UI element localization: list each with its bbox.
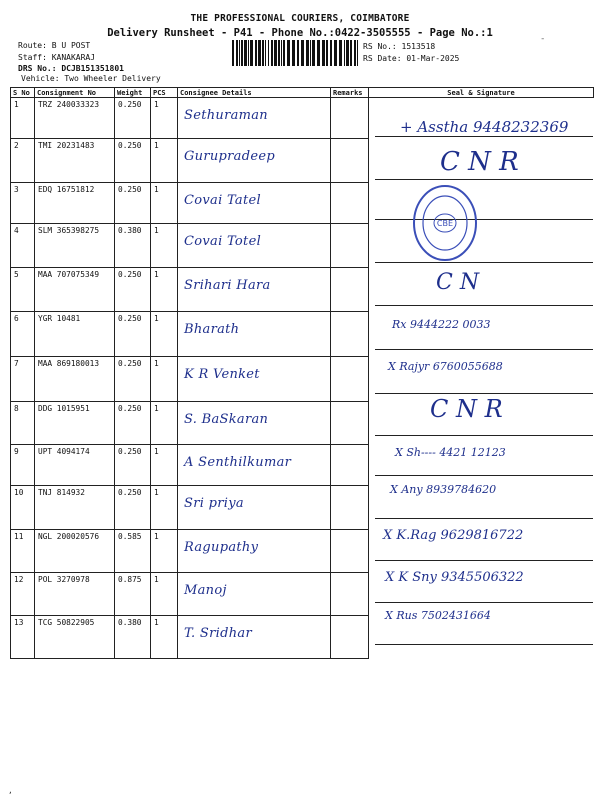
row-pcs: 1 <box>151 183 178 224</box>
row-pcs: 1 <box>151 98 178 139</box>
row-consignee-details <box>178 312 331 357</box>
seal-row-divider <box>375 219 593 220</box>
barcode-bar <box>312 40 315 66</box>
row-weight: 0.250 <box>115 402 151 445</box>
handwritten-signature <box>392 318 490 331</box>
row-sno: 7 <box>11 357 35 402</box>
handwritten-consignee-name: Srihari Hara <box>184 278 271 293</box>
handwritten-signature <box>440 147 519 177</box>
row-pcs: 1 <box>151 139 178 183</box>
signature-text: 4421 12123 <box>439 446 506 459</box>
barcode-bar <box>322 40 325 66</box>
barcode-bar <box>232 40 234 66</box>
barcode-bar <box>281 40 282 66</box>
table-row <box>11 445 594 486</box>
barcode-bar <box>287 40 290 66</box>
row-remarks <box>331 183 369 224</box>
row-consignee-details <box>178 224 331 268</box>
barcode-bar <box>306 40 309 66</box>
handwritten-signature <box>395 446 506 459</box>
row-consignee-details <box>178 616 331 659</box>
row-weight: 0.250 <box>115 486 151 530</box>
rs-date: RS Date: 01-Mar-2025 <box>363 54 460 63</box>
signature-text: 9444222 0033 <box>409 318 491 331</box>
barcode-bar <box>326 40 328 66</box>
row-sno: 11 <box>11 530 35 573</box>
signature-scribble: X Rajyr <box>388 360 433 373</box>
row-consignee-details <box>178 139 331 183</box>
handwritten-signature <box>385 609 491 622</box>
seal-row-divider <box>375 644 593 645</box>
seal-row-divider <box>375 136 593 137</box>
row-consignment-no: UPT 4094174 <box>35 445 115 486</box>
row-sno: 3 <box>11 183 35 224</box>
handwritten-signature <box>436 270 479 295</box>
signature-scribble: X <box>383 528 397 543</box>
corner-tick-mark: - <box>540 34 546 44</box>
table-row <box>11 224 594 268</box>
col-header-remarks: Remarks <box>331 88 369 98</box>
row-seal-signature <box>369 183 594 224</box>
row-consignment-no: MAA 869180013 <box>35 357 115 402</box>
row-seal-signature <box>369 224 594 268</box>
row-consignee-details <box>178 402 331 445</box>
barcode-bar <box>241 40 243 66</box>
row-pcs: 1 <box>151 573 178 616</box>
row-consignee-details <box>178 357 331 402</box>
signature-scribble: X Any <box>390 483 427 496</box>
signature-scribble: X Rus <box>385 609 421 622</box>
row-pcs: 1 <box>151 402 178 445</box>
row-weight: 0.250 <box>115 357 151 402</box>
row-consignee-details <box>178 486 331 530</box>
row-remarks <box>331 573 369 616</box>
row-remarks <box>331 312 369 357</box>
row-consignment-no: TMI 20231483 <box>35 139 115 183</box>
handwritten-consignee-name: Covai Totel <box>184 234 262 249</box>
route-label: Route: B U POST <box>18 41 91 50</box>
row-consignment-no: NGL 200020576 <box>35 530 115 573</box>
row-sno: 2 <box>11 139 35 183</box>
row-weight: 0.585 <box>115 530 151 573</box>
row-pcs: 1 <box>151 224 178 268</box>
signature-scribble: + Asstha <box>400 118 473 136</box>
barcode-image <box>232 40 358 66</box>
col-header-sno: S No <box>11 88 35 98</box>
seal-row-divider <box>375 262 593 263</box>
signature-text: C N R <box>440 147 519 177</box>
table-header-row <box>11 88 594 98</box>
row-consignment-no: YGR 10481 <box>35 312 115 357</box>
row-remarks <box>331 616 369 659</box>
handwritten-consignee-name: Sethuraman <box>184 108 268 123</box>
document-title: THE PROFESSIONAL COURIERS, COIMBATORE <box>190 13 410 24</box>
table-row <box>11 486 594 530</box>
barcode-bar <box>271 40 273 66</box>
handwritten-signature <box>390 483 496 496</box>
barcode-bar <box>258 40 261 66</box>
handwritten-consignee-name: K R Venket <box>184 367 260 382</box>
office-seal-stamp <box>412 183 478 263</box>
handwritten-consignee-name: Bharath <box>184 322 240 337</box>
signature-text: 8939784620 <box>426 483 497 496</box>
seal-row-divider <box>375 435 593 436</box>
seal-row-divider <box>375 560 593 561</box>
signature-scribble: Rx <box>392 318 410 331</box>
row-remarks <box>331 357 369 402</box>
barcode-bar <box>268 40 269 66</box>
row-weight: 0.875 <box>115 573 151 616</box>
drs-number: DRS No.: DCJB151351801 <box>18 64 124 73</box>
row-pcs: 1 <box>151 312 178 357</box>
barcode-bar <box>346 40 349 66</box>
row-weight: 0.250 <box>115 312 151 357</box>
table-row <box>11 616 594 659</box>
barcode-bar <box>339 40 342 66</box>
signature-text: 9448232369 <box>472 118 569 136</box>
row-consignment-no: POL 3270978 <box>35 573 115 616</box>
handwritten-consignee-name: S. BaSkaran <box>184 412 269 427</box>
barcode-bar <box>317 40 320 66</box>
row-consignee-details <box>178 268 331 312</box>
barcode-bar <box>344 40 345 66</box>
row-weight: 0.250 <box>115 445 151 486</box>
barcode-bar <box>301 40 304 66</box>
staff-label: Staff: KANAKARAJ <box>18 53 96 62</box>
row-sno: 8 <box>11 402 35 445</box>
row-consignment-no: SLM 365398275 <box>35 224 115 268</box>
barcode-bar <box>262 40 264 66</box>
seal-row-divider <box>375 518 593 519</box>
barcode-bar <box>334 40 337 66</box>
row-weight: 0.250 <box>115 98 151 139</box>
barcode-bar <box>354 40 356 66</box>
seal-row-divider <box>375 475 593 476</box>
barcode-bar <box>350 40 352 66</box>
row-consignee-details <box>178 445 331 486</box>
row-sno: 4 <box>11 224 35 268</box>
row-weight: 0.250 <box>115 183 151 224</box>
seal-row-divider <box>375 349 593 350</box>
row-consignment-no: TRZ 240033323 <box>35 98 115 139</box>
rs-number: RS No.: 1513518 <box>363 42 436 51</box>
row-weight: 0.250 <box>115 139 151 183</box>
row-remarks <box>331 139 369 183</box>
row-sno: 9 <box>11 445 35 486</box>
row-sno: 5 <box>11 268 35 312</box>
row-weight: 0.380 <box>115 616 151 659</box>
row-consignee-details <box>178 530 331 573</box>
row-consignee-details <box>178 98 331 139</box>
barcode-bar <box>248 40 249 66</box>
barcode-bar <box>357 40 358 66</box>
row-consignment-no: TNJ 814932 <box>35 486 115 530</box>
row-sno: 1 <box>11 98 35 139</box>
table-row <box>11 183 594 224</box>
vehicle-label: Vehicle: Two Wheeler Delivery <box>21 74 161 83</box>
barcode-bar <box>255 40 257 66</box>
row-pcs: 1 <box>151 268 178 312</box>
seal-row-divider <box>375 305 593 306</box>
table-row <box>11 402 594 445</box>
signature-text: 6760055688 <box>432 360 503 373</box>
row-remarks <box>331 445 369 486</box>
barcode-bar <box>244 40 247 66</box>
handwritten-consignee-name: Gurupradeep <box>184 149 275 164</box>
col-header-weight: Weight <box>115 88 151 98</box>
signature-text: 7502431664 <box>420 609 491 622</box>
col-header-consignment: Consignment No <box>35 88 115 98</box>
row-weight: 0.380 <box>115 224 151 268</box>
row-remarks <box>331 486 369 530</box>
handwritten-signature <box>400 118 568 136</box>
stamp-text: CBE <box>436 219 454 228</box>
signature-text: C N <box>436 270 480 295</box>
barcode-bar <box>278 40 280 66</box>
row-pcs: 1 <box>151 357 178 402</box>
row-consignment-no: EDQ 16751812 <box>35 183 115 224</box>
row-consignment-no: MAA 707075349 <box>35 268 115 312</box>
barcode-bar <box>239 40 240 66</box>
barcode-bar <box>292 40 295 66</box>
row-remarks <box>331 224 369 268</box>
seal-row-divider <box>375 602 593 603</box>
barcode-bar <box>265 40 266 66</box>
row-pcs: 1 <box>151 445 178 486</box>
col-header-pcs: PCS <box>151 88 178 98</box>
row-pcs: 1 <box>151 486 178 530</box>
barcode-bar <box>236 40 238 66</box>
signature-text: K.Rag 9629816722 <box>396 528 524 543</box>
row-sno: 12 <box>11 573 35 616</box>
seal-row-divider <box>375 179 593 180</box>
handwritten-signature <box>388 360 503 373</box>
row-consignment-no: TCG 50822905 <box>35 616 115 659</box>
barcode-bar <box>330 40 332 66</box>
document-subtitle: Delivery Runsheet - P41 - Phone No.:0422-3505555 - Page No.:1 <box>107 27 493 39</box>
handwritten-consignee-name: Sri priya <box>184 496 244 511</box>
row-remarks <box>331 530 369 573</box>
row-consignment-no: DDG 1015951 <box>35 402 115 445</box>
row-remarks <box>331 98 369 139</box>
barcode-bar <box>297 40 299 66</box>
row-sno: 13 <box>11 616 35 659</box>
barcode-bar <box>250 40 253 66</box>
row-remarks <box>331 268 369 312</box>
signature-scribble: X <box>385 570 399 585</box>
col-header-seal-signature: Seal & Signature <box>369 88 594 98</box>
row-consignee-details <box>178 183 331 224</box>
handwritten-signature <box>383 528 523 543</box>
row-pcs: 1 <box>151 616 178 659</box>
handwritten-consignee-name: A Senthilkumar <box>184 455 292 470</box>
handwritten-consignee-name: Manoj <box>184 583 227 598</box>
barcode-bar <box>310 40 311 66</box>
barcode-bar <box>274 40 277 66</box>
signature-text: C N R <box>430 395 503 423</box>
handwritten-consignee-name: T. Sridhar <box>184 626 252 641</box>
row-sno: 10 <box>11 486 35 530</box>
row-weight: 0.250 <box>115 268 151 312</box>
table-row <box>11 357 594 402</box>
handwritten-signature <box>385 570 524 585</box>
seal-row-divider <box>375 393 593 394</box>
row-consignee-details <box>178 573 331 616</box>
signature-text: K Sny 9345506322 <box>398 570 524 585</box>
handwritten-consignee-name: Ragupathy <box>184 540 259 555</box>
signature-scribble: X Sh---- <box>395 446 440 459</box>
row-sno: 6 <box>11 312 35 357</box>
handwritten-signature <box>430 395 503 423</box>
footer-mark: , <box>8 786 13 795</box>
row-remarks <box>331 402 369 445</box>
barcode-bar <box>283 40 285 66</box>
row-pcs: 1 <box>151 530 178 573</box>
handwritten-consignee-name: Covai Tatel <box>184 193 261 208</box>
col-header-consignee: Consignee Details <box>178 88 331 98</box>
